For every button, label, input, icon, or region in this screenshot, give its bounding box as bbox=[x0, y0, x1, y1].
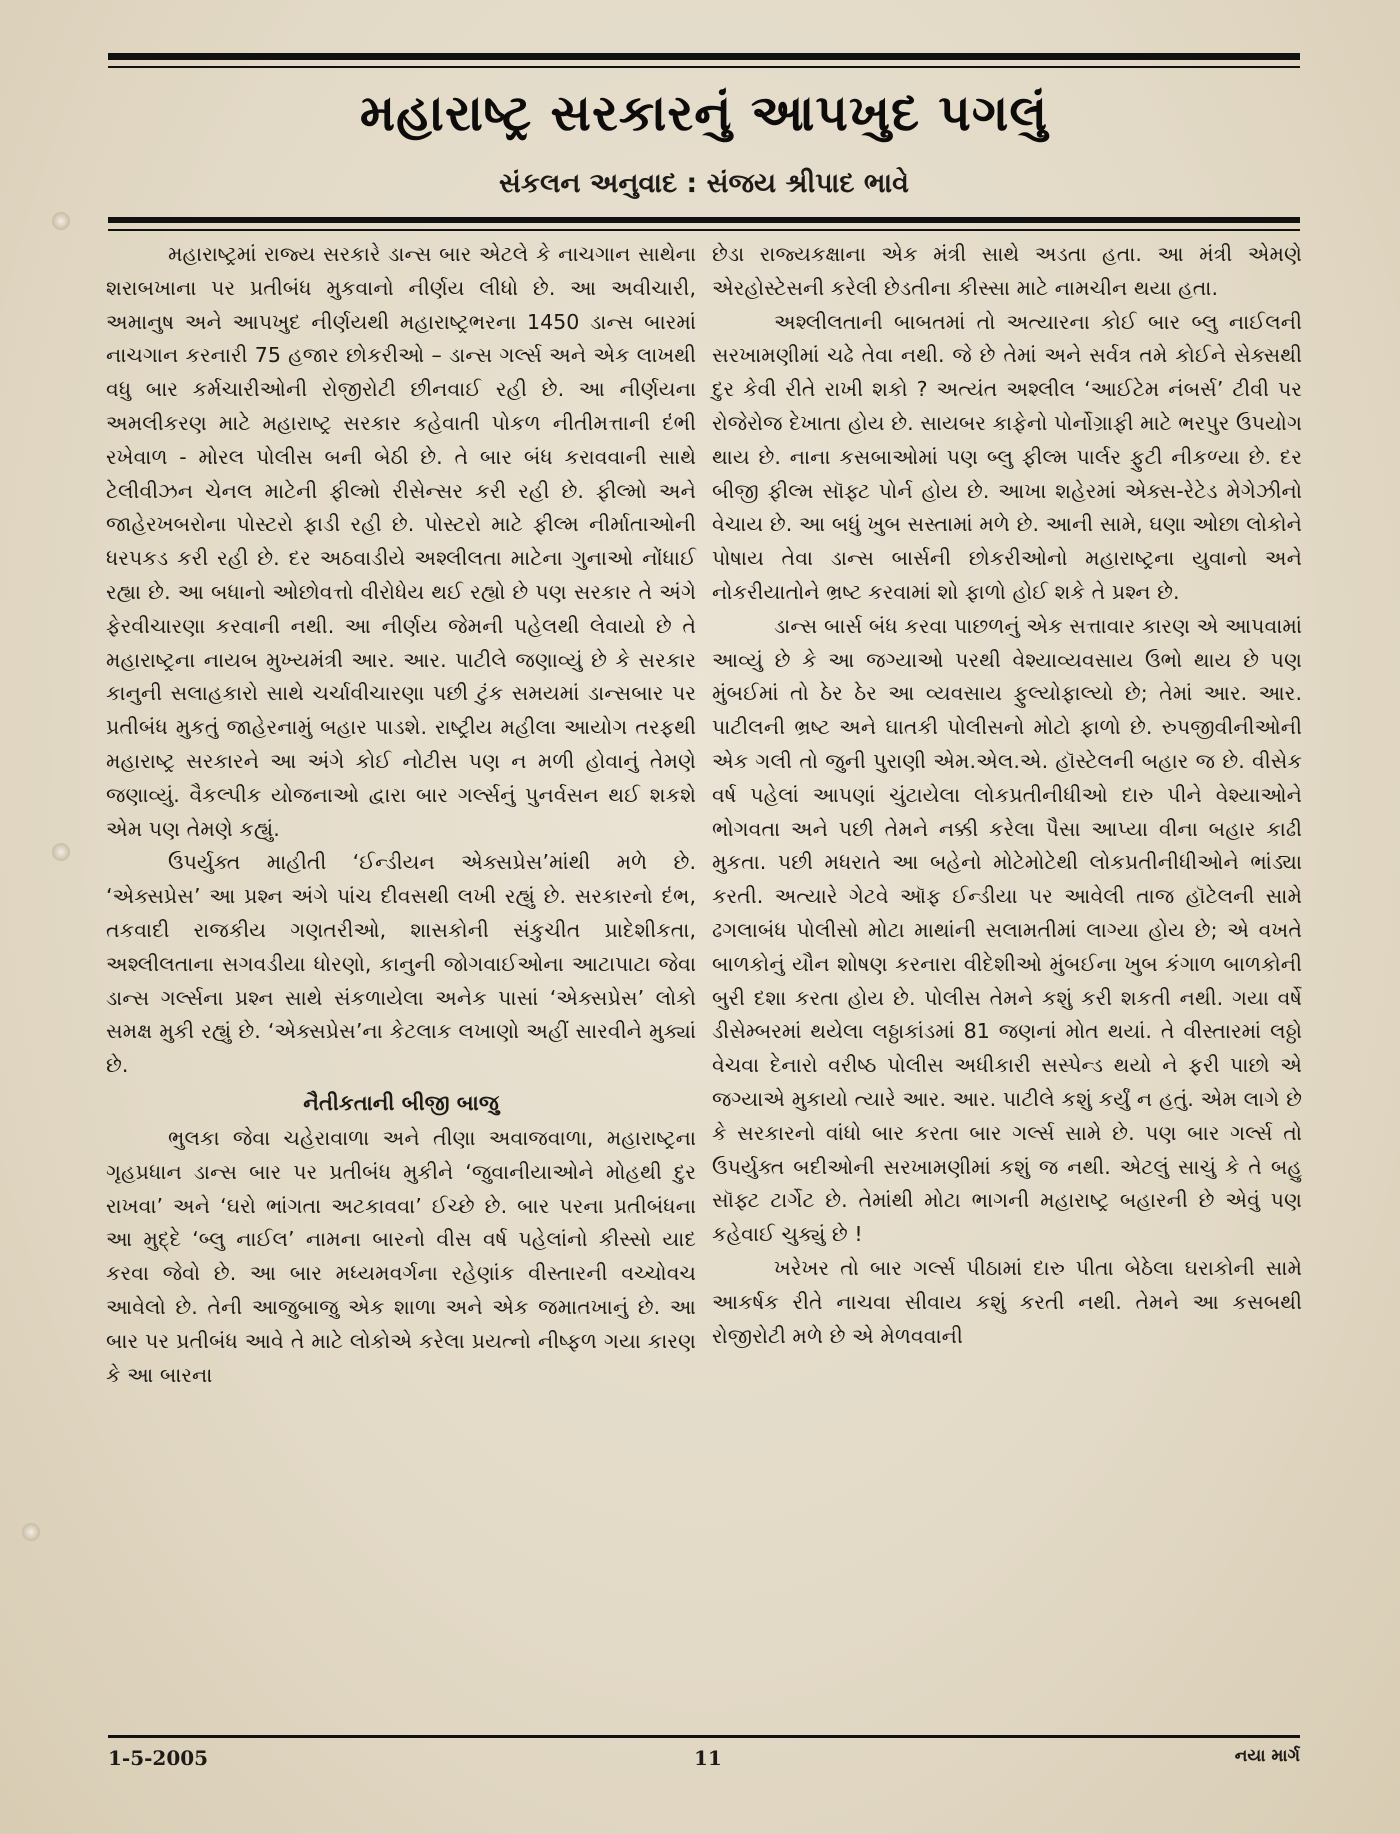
issue-date: 1-5-2005 bbox=[108, 1746, 209, 1770]
top-rule-thin bbox=[108, 66, 1300, 68]
page-number: 11 bbox=[694, 1746, 722, 1770]
paragraph: ઉપર્યુક્ત માહીતી ‘ઈન્ડીયન એક્સપ્રેસ’માંથી મળે છે. ‘એક્સપ્રેસ’ આ પ્રશ્ન અંગે પાંચ દીવસથી લખી રહ્યું છે. સરકારનો દંભ, તકવાદી રાજકીય ગણતરીઓ, શાસકોની સંકુચીત પ્રાદેશીકતા, અશ્લીલતાના સગવડીયા ધોરણો, કાનુની જોગવાઈઓના આટાપાટા જેવા ડાન્સ ગર્લ્સના પ્રશ્ન સાથે સંકળાયેલા અનેક પાસાં ‘એક્સપ્રેસ’ લોકો સમક્ષ મુકી રહ્યું છે. ‘એક્સપ્રેસ’ના કેટલાક લખાણો અહીં સારવીને મુક્યાં છે. bbox=[106, 850, 696, 1078]
paragraph: ડાન્સ બાર્સ બંધ કરવા પાછળનું એક સત્તાવાર કારણ એ આપવામાં આવ્યું છે કે આ જગ્યાઓ પરથી વેશ્યાવ્યવસાય ઉભો થાય છે પણ મુંબઈમાં તો ઠેર ઠેર આ વ્યવસાય ફુલ્યોફાલ્યો છે; તેમાં આર. આર. પાટીલની ભ્રષ્ટ અને ઘાતકી પોલીસનો મોટો ફાળો છે. રુપજીવીનીઓની એક ગલી તો જુની પુરાણી એમ.એલ.એ. હૉસ્ટેલની બહાર જ છે. વીસેક વર્ષ પહેલાં આપણાં ચુંટાયેલા લોકપ્રતીનીધીઓ દારુ પીને વેશ્યાઓને ભોગવતા અને પછી તેમને નક્કી કરેલા પૈસા આપ્યા વીના બહાર કાઢી મુકતા. પછી મધરાતે આ બહેનો મોટેમોટેથી લોકપ્રતીનીધીઓને ભાંડ્યા કરતી. અત્યારે ગેટવે ઑફ ઈન્ડીયા પર આવેલી તાજ હૉટેલની સામે ઢગલાબંધ પોલીસો મોટા માથાંની સલામતીમાં લાગ્યા હોય છે; એ વખતે બાળકોનું યૌન શોષણ કરનારા વીદેશીઓ મુંબઈના ખુબ કંગાળ બાળકોની બુરી દશા કરતા હોય છે. પોલીસ તેમને કશું કરી શકતી નથી. ગયા વર્ષે ડીસેમ્બરમાં થયેલા લઠ્ઠાકાંડમાં 81 જણનાં મોત થયાં. તે વીસ્તારમાં લઠ્ઠો વેચવા દેનારો વરીષ્ઠ પોલીસ અધીકારી સસ્પેન્ડ થયો ને ફરી પાછો એ જગ્યાએ મુકાયો ત્યારે આર. આર. પાટીલે કશું કર્યું ન હતું. એમ લાગે છે કે સરકારનો વાંધો બાર કરતા બાર ગર્લ્સ સામે છે. પણ બાર ગર્લ્સ તો ઉપર્યુક્ત બદીઓની સરખામણીમાં કશું જ નથી. એટલું સાચું કે તે બહુ સૉફ્ટ ટાર્ગેટ છે. તેમાંથી મોટા ભાગની મહારાષ્ટ્ર બહારની છે એવું પણ કહેવાઈ ચુક્યું છે ! bbox=[712, 613, 1302, 1247]
article-title: મહારાષ્ટ્ર સરકારનું આપખુદ પગલું bbox=[359, 84, 1049, 142]
footer-rule bbox=[108, 1735, 1300, 1738]
paragraph: ખરેખર તો બાર ગર્લ્સ પીઠામાં દારુ પીતા બેઠેલા ઘરાકોની સામે આકર્ષક રીતે નાચવા સીવાય કશું કરતી નથી. તેમને આ કસબથી રોજીરોટી મળે છે એ મેળવવાની bbox=[712, 1255, 1302, 1348]
punch-hole bbox=[22, 1523, 40, 1541]
paragraph: અશ્લીલતાની બાબતમાં તો અત્યારના કોઈ બાર બ્લુ નાઈલની સરખામણીમાં ચઢે તેવા નથી. જે છે તેમાં અને સર્વત્ર તમે કોઈને સેક્સથી દુર કેવી રીતે રાખી શકો ? અત્યંત અશ્લીલ ‘આઈટેમ નંબર્સ’ ટીવી પર રોજેરોજ દેખાતા હોય છે. સાયબર કાફેનો પોર્નોગ્રાફી માટે ભરપુર ઉપયોગ થાય છે. નાના કસબાઓમાં પણ બ્લુ ફીલ્મ પાર્લર ફુટી નીકળ્યા છે. દર બીજી ફીલ્મ સૉફ્ટ પોર્ન હોય છે. આખા શહેરમાં એક્સ-રેટેડ મેગેઝીનો વેચાય છે. આ બધું ખુબ સસ્તામાં મળે છે. આની સામે, ઘણા ઓછા લોકોને પોષાય તેવા ડાન્સ બાર્સની છોકરીઓનો મહારાષ્ટ્રના યુવાનો અને નોકરીયાતોને ભ્રષ્ટ કરવામાં શો ફાળો હોઈ શકે તે પ્રશ્ન છે. bbox=[712, 309, 1303, 604]
right-column bbox=[712, 238, 1302, 1353]
top-rule bbox=[108, 53, 1300, 60]
header-rule-thin bbox=[108, 229, 1300, 231]
left-column bbox=[106, 238, 696, 1392]
magazine-name: નયા માર્ગ bbox=[1234, 1746, 1300, 1766]
punch-hole bbox=[52, 843, 70, 861]
article-byline: સંકલન અનુવાદ : સંજય શ્રીપાદ ભાવે bbox=[499, 168, 909, 199]
paragraph: છેડા રાજ્યકક્ષાના એક મંત્રી સાથે અડતા હતા. આ મંત્રી એમણે એરહોસ્ટેસની કરેલી છેડતીના કીસ્સા માટે નામચીન થયા હતા. bbox=[712, 242, 1302, 300]
header-rule bbox=[108, 217, 1300, 223]
paragraph: ભુલકા જેવા ચહેરાવાળા અને તીણા અવાજવાળા, મહારાષ્ટ્રના ગૃહપ્રધાન ડાન્સ બાર પર પ્રતીબંધ મુકીને ‘જુવાનીયાઓને મોહથી દુર રાખવા’ અને ‘ઘરો ભાંગતા અટકાવવા’ ઈચ્છે છે. બાર પરના પ્રતીબંધના આ મુદ્દે ‘બ્લુ નાઈલ’ નામના બારનો વીસ વર્ષ પહેલાંનો કીસ્સો યાદ કરવા જેવો છે. આ બાર મધ્યમવર્ગના રહેણાંક વીસ્તારની વચ્ચોવચ આવેલો છે. તેની આજુબાજુ એક શાળા અને એક જમાતખાનું છે. આ બાર પર પ્રતીબંધ આવે તે માટે લોકોએ કરેલા પ્રયત્નો નીષ્ફળ ગયા કારણ કે આ બારના bbox=[106, 1125, 696, 1387]
section-subheading: નૈતીકતાની બીજી બાજુ bbox=[303, 1090, 499, 1115]
punch-hole bbox=[52, 212, 70, 230]
paragraph: મહારાષ્ટ્રમાં રાજ્ય સરકારે ડાન્સ બાર એટલે કે નાચગાન સાથેના શરાબખાના પર પ્રતીબંધ મુકવાનો નીર્ણય લીધો છે. આ અવીચારી, અમાનુષ અને આપખુદ નીર્ણયથી મહારાષ્ટ્રભરના 1450 ડાન્સ બારમાં નાચગાન કરનારી 75 હજાર છોકરીઓ – ડાન્સ ગર્લ્સ અને એક લાખથી વધુ બાર કર્મચારીઓની રોજીરોટી છીનવાઈ રહી છે. આ નીર્ણયના અમલીકરણ માટે મહારાષ્ટ્ર સરકાર કહેવાતી પોકળ નીતીમત્તાની દંભી રખેવાળ - મોરલ પોલીસ બની બેઠી છે. તે બાર બંધ કરાવવાની સાથે ટેલીવીઝન ચેનલ માટેની ફીલ્મો રીસેન્સર કરી રહી છે. ફીલ્મો અને જાહેરખબરોના પોસ્ટરો ફાડી રહી છે. પોસ્ટરો માટે ફીલ્મ નીર્માતાઓની ધરપકડ કરી રહી છે. દર અઠવાડીયે અશ્લીલતા માટેના ગુનાઓ નોંધાઈ રહ્યા છે. આ બધાનો ઓછોવત્તો વીરોધેય થઈ રહ્યો છે પણ સરકાર તે અંગે ફેરવીચારણા કરવાની નથી. આ નીર્ણય જેમની પહેલથી લેવાયો છે તે મહારાષ્ટ્રના નાયબ મુખ્યમંત્રી આર. આર. પાટીલે જણાવ્યું છે કે સરકાર કાનુની સલાહકારો સાથે ચર્ચાવીચારણા પછી ટુંક સમયમાં ડાન્સબાર પર પ્રતીબંધ મુકતું જાહેરનામું બહાર પાડશે. રાષ્ટ્રીય મહીલા આયોગ તરફથી મહારાષ્ટ્ર સરકારને આ અંગે કોઈ નોટીસ પણ ન મળી હોવાનું તેમણે જણાવ્યું. વૈકલ્પીક યોજનાઓ દ્વારા બાર ગર્લ્સનું પુનર્વસન થઈ શકશે એમ પણ તેમણે કહ્યું. bbox=[106, 242, 696, 841]
